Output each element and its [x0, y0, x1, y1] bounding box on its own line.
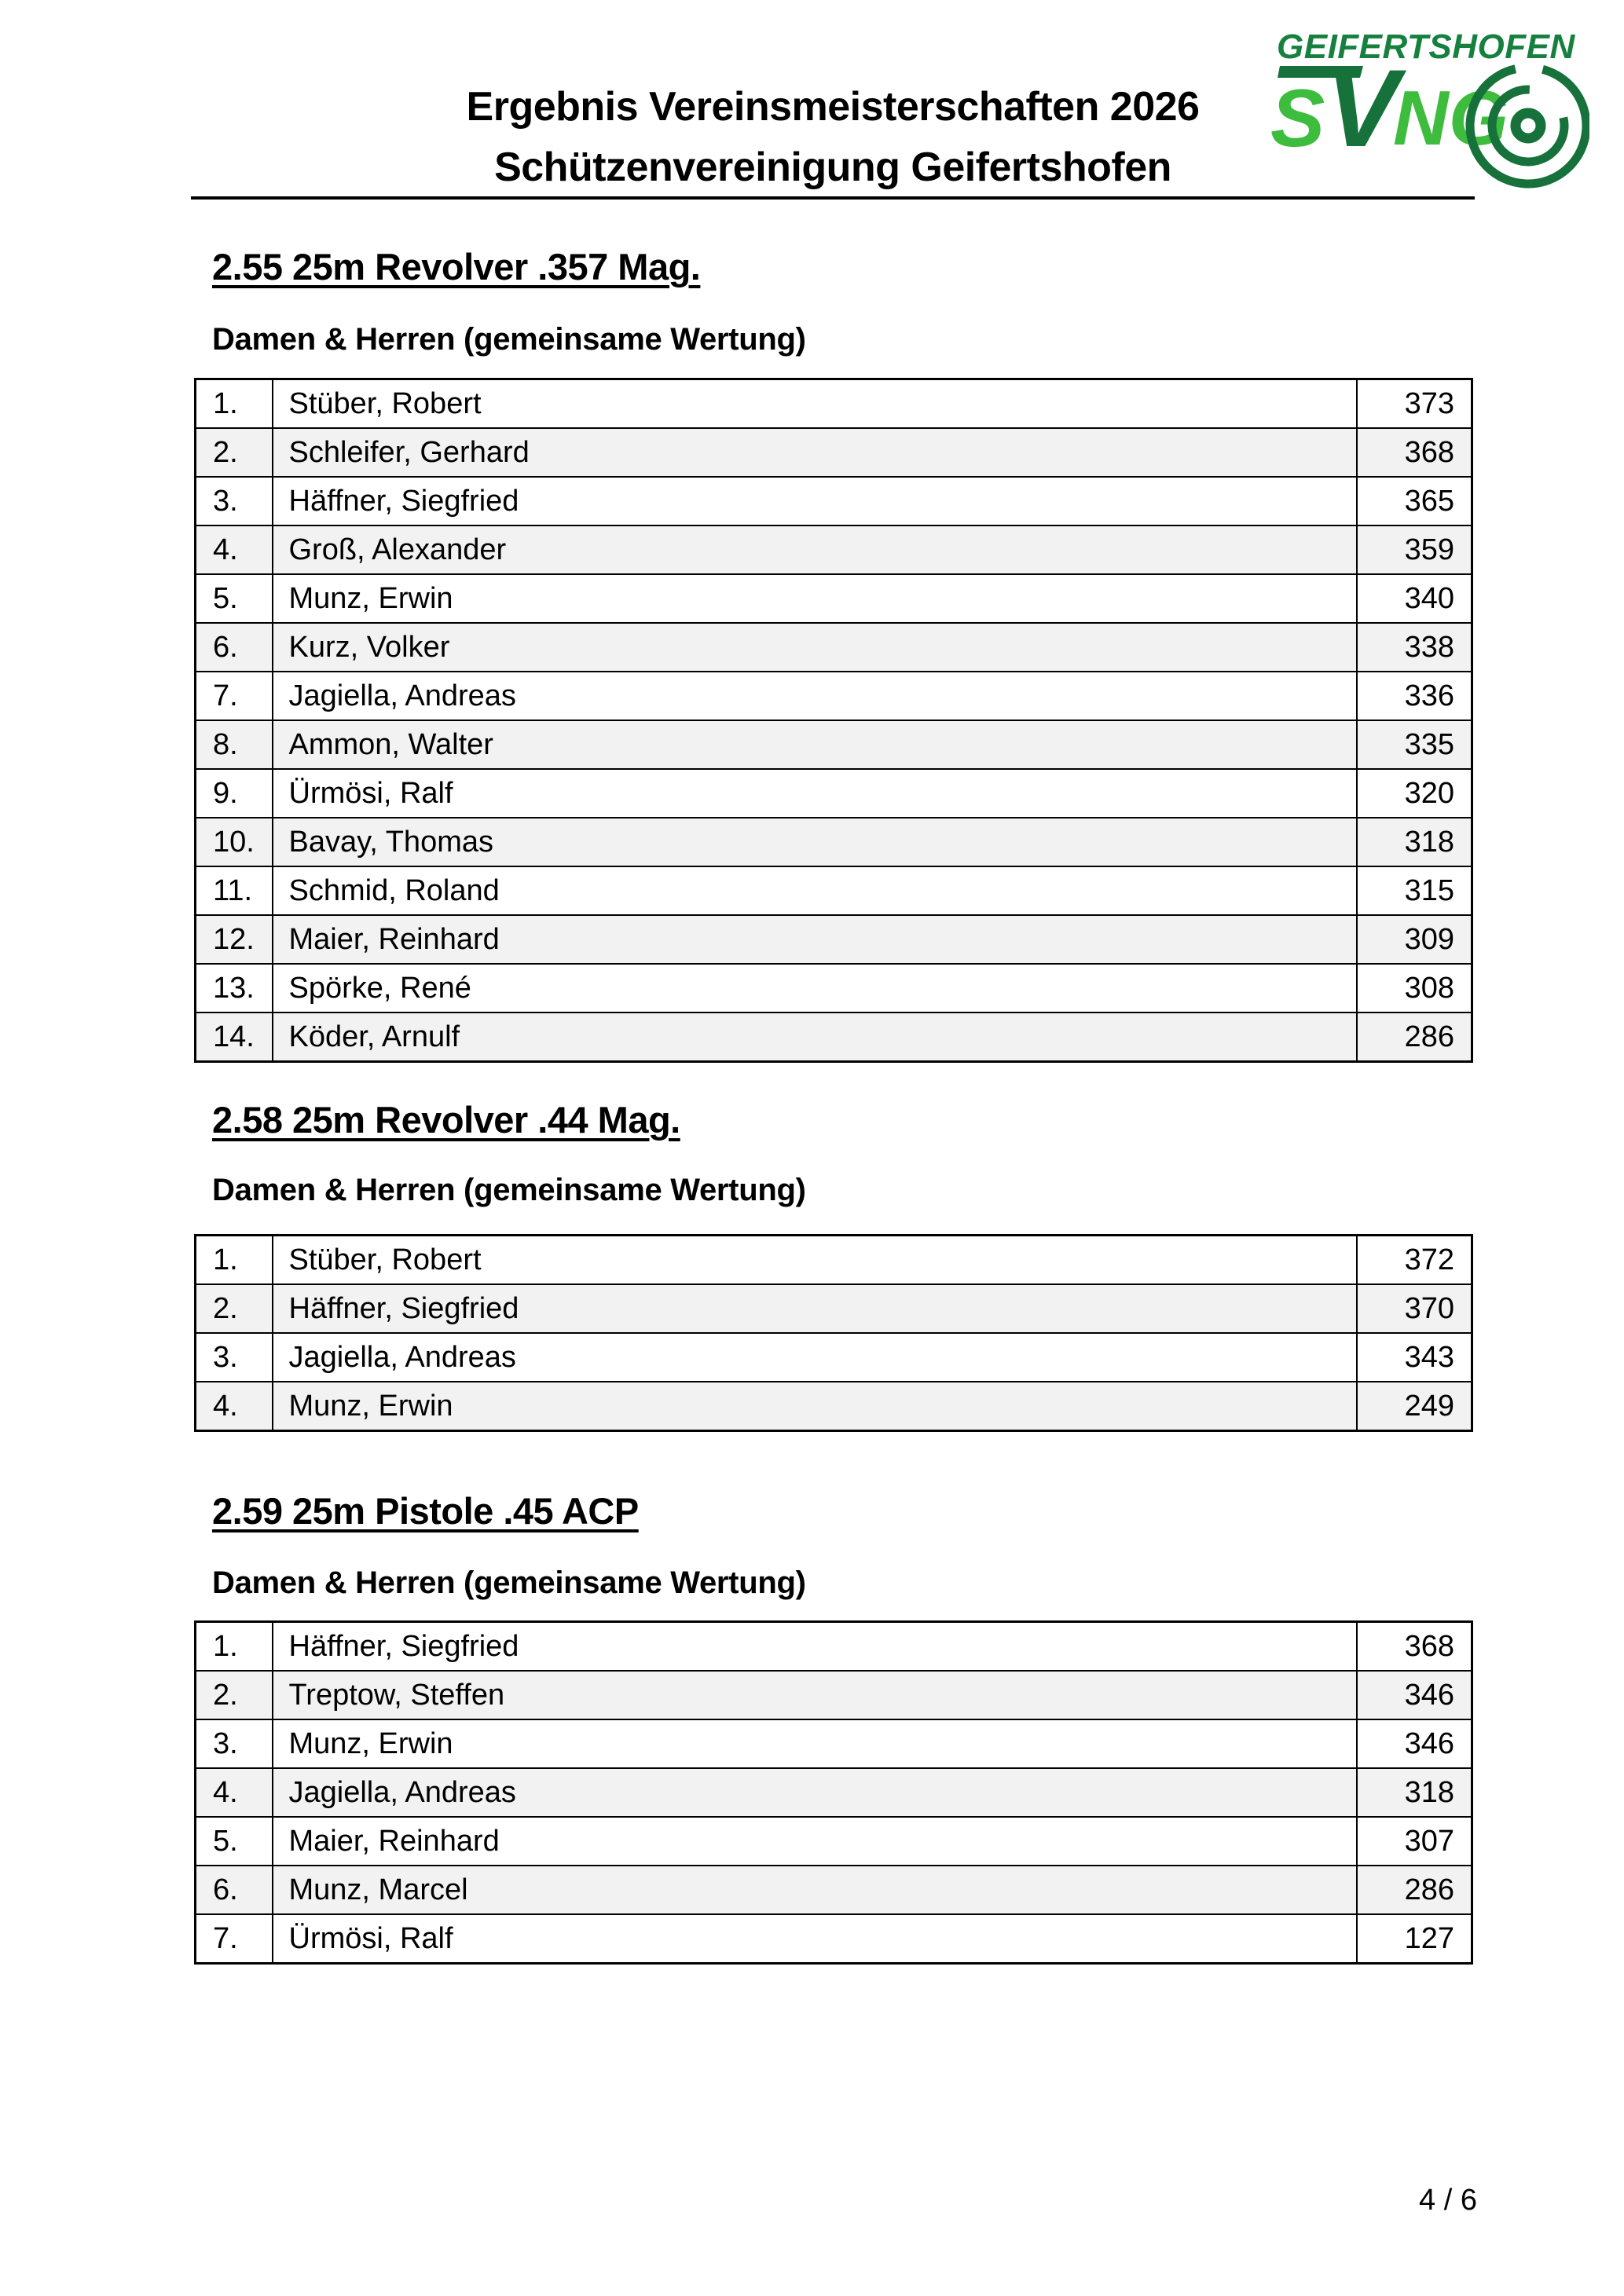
result-rank: 2. — [196, 1671, 273, 1719]
discipline-section-revolver-357-mag — [194, 245, 1471, 1063]
results-table — [194, 1620, 1473, 1965]
result-row — [196, 672, 1472, 720]
result-name: Kurz, Volker — [273, 623, 1357, 672]
result-name: Spörke, René — [273, 964, 1357, 1013]
result-rank: 7. — [196, 1914, 273, 1964]
section-heading: 2.59 25m Pistole .45 ACP — [212, 1490, 639, 1532]
result-score: 370 — [1357, 1284, 1472, 1333]
logo-letters-ng: NG — [1393, 75, 1509, 161]
discipline-section-pistole-45-acp — [194, 1489, 1471, 1965]
logo-target-icon — [1451, 49, 1589, 196]
section-subheading: Damen & Herren (gemeinsame Wertung) — [212, 1173, 806, 1207]
result-name: Schleifer, Gerhard — [273, 428, 1357, 477]
result-score: 368 — [1357, 1622, 1472, 1672]
result-rank: 5. — [196, 1817, 273, 1866]
result-score: 318 — [1357, 1768, 1472, 1817]
logo-top-text: GEIFERTSHOFEN — [1277, 27, 1575, 66]
result-rank: 3. — [196, 477, 273, 525]
document-title-line1: Ergebnis Vereinsmeisterschaften 2026 — [466, 84, 1200, 130]
result-name: Treptow, Steffen — [273, 1671, 1357, 1719]
result-row — [196, 477, 1472, 525]
result-row — [196, 1817, 1472, 1866]
result-name: Munz, Marcel — [273, 1866, 1357, 1914]
result-name: Bavay, Thomas — [273, 818, 1357, 866]
result-score: 286 — [1357, 1866, 1472, 1914]
result-rank: 13. — [196, 964, 273, 1013]
result-row — [196, 1719, 1472, 1768]
result-row — [196, 379, 1472, 429]
result-row — [196, 525, 1472, 574]
result-score: 346 — [1357, 1719, 1472, 1768]
result-rank: 4. — [196, 525, 273, 574]
result-score: 308 — [1357, 964, 1472, 1013]
logo-letter-s: S — [1270, 73, 1325, 164]
result-rank: 2. — [196, 428, 273, 477]
result-name: Häffner, Siegfried — [273, 1622, 1357, 1672]
result-row — [196, 818, 1472, 866]
result-row — [196, 1622, 1472, 1672]
section-heading: 2.55 25m Revolver .357 Mag. — [212, 246, 701, 287]
result-name: Maier, Reinhard — [273, 915, 1357, 964]
club-logo — [1244, 14, 1589, 196]
result-score: 340 — [1357, 574, 1472, 623]
result-name: Stüber, Robert — [273, 379, 1357, 429]
result-rank: 1. — [196, 1236, 273, 1285]
result-rank: 11. — [196, 866, 273, 915]
result-row — [196, 1866, 1472, 1914]
result-name: Munz, Erwin — [273, 574, 1357, 623]
result-score: 249 — [1357, 1382, 1472, 1431]
result-row — [196, 915, 1472, 964]
result-row — [196, 623, 1472, 672]
results-table — [194, 378, 1473, 1063]
result-name: Ammon, Walter — [273, 720, 1357, 769]
result-name: Schmid, Roland — [273, 866, 1357, 915]
result-name: Maier, Reinhard — [273, 1817, 1357, 1866]
result-row — [196, 1768, 1472, 1817]
result-name: Groß, Alexander — [273, 525, 1357, 574]
result-name: Häffner, Siegfried — [273, 477, 1357, 525]
result-row — [196, 964, 1472, 1013]
section-subheading: Damen & Herren (gemeinsame Wertung) — [212, 1565, 806, 1600]
result-row — [196, 720, 1472, 769]
result-name: Munz, Erwin — [273, 1719, 1357, 1768]
result-score: 365 — [1357, 477, 1472, 525]
result-score: 307 — [1357, 1817, 1472, 1866]
result-row — [196, 428, 1472, 477]
result-name: Stüber, Robert — [273, 1236, 1357, 1285]
result-rank: 12. — [196, 915, 273, 964]
document-title-line2: Schützenvereinigung Geifertshofen — [494, 145, 1171, 190]
result-name: Ürmösi, Ralf — [273, 769, 1357, 818]
page-number: 4 / 6 — [1419, 2184, 1477, 2217]
result-score: 320 — [1357, 769, 1472, 818]
result-name: Munz, Erwin — [273, 1382, 1357, 1431]
result-rank: 3. — [196, 1719, 273, 1768]
result-name: Häffner, Siegfried — [273, 1284, 1357, 1333]
result-rank: 5. — [196, 574, 273, 623]
result-score: 315 — [1357, 866, 1472, 915]
result-row — [196, 866, 1472, 915]
discipline-section-revolver-44-mag — [194, 1098, 1471, 1432]
result-rank: 10. — [196, 818, 273, 866]
result-score: 318 — [1357, 818, 1472, 866]
result-row — [196, 1333, 1472, 1382]
result-row — [196, 1382, 1472, 1431]
result-rank: 4. — [196, 1768, 273, 1817]
result-rank: 1. — [196, 379, 273, 429]
result-row — [196, 1914, 1472, 1964]
result-score: 338 — [1357, 623, 1472, 672]
result-score: 359 — [1357, 525, 1472, 574]
result-score: 372 — [1357, 1236, 1472, 1285]
result-rank: 3. — [196, 1333, 273, 1382]
result-name: Jagiella, Andreas — [273, 1333, 1357, 1382]
section-heading: 2.58 25m Revolver .44 Mag. — [212, 1099, 680, 1141]
result-row — [196, 574, 1472, 623]
result-row — [196, 1284, 1472, 1333]
result-name: Jagiella, Andreas — [273, 672, 1357, 720]
result-score: 335 — [1357, 720, 1472, 769]
result-name: Jagiella, Andreas — [273, 1768, 1357, 1817]
result-row — [196, 769, 1472, 818]
result-name: Ürmösi, Ralf — [273, 1914, 1357, 1964]
result-score: 286 — [1357, 1013, 1472, 1062]
result-rank: 8. — [196, 720, 273, 769]
result-rank: 1. — [196, 1622, 273, 1672]
result-rank: 6. — [196, 1866, 273, 1914]
result-rank: 4. — [196, 1382, 273, 1431]
result-rank: 2. — [196, 1284, 273, 1333]
result-name: Köder, Arnulf — [273, 1013, 1357, 1062]
result-rank: 7. — [196, 672, 273, 720]
logo-letter-v: V — [1325, 46, 1399, 170]
result-row — [196, 1671, 1472, 1719]
header-divider — [191, 196, 1475, 200]
result-row — [196, 1013, 1472, 1062]
result-rank: 14. — [196, 1013, 273, 1062]
result-row — [196, 1236, 1472, 1285]
section-subheading: Damen & Herren (gemeinsame Wertung) — [212, 322, 806, 357]
result-score: 343 — [1357, 1333, 1472, 1382]
result-rank: 6. — [196, 623, 273, 672]
result-score: 346 — [1357, 1671, 1472, 1719]
results-table — [194, 1234, 1473, 1432]
result-rank: 9. — [196, 769, 273, 818]
result-score: 368 — [1357, 428, 1472, 477]
result-score: 373 — [1357, 379, 1472, 429]
result-score: 127 — [1357, 1914, 1472, 1964]
result-score: 336 — [1357, 672, 1472, 720]
result-score: 309 — [1357, 915, 1472, 964]
